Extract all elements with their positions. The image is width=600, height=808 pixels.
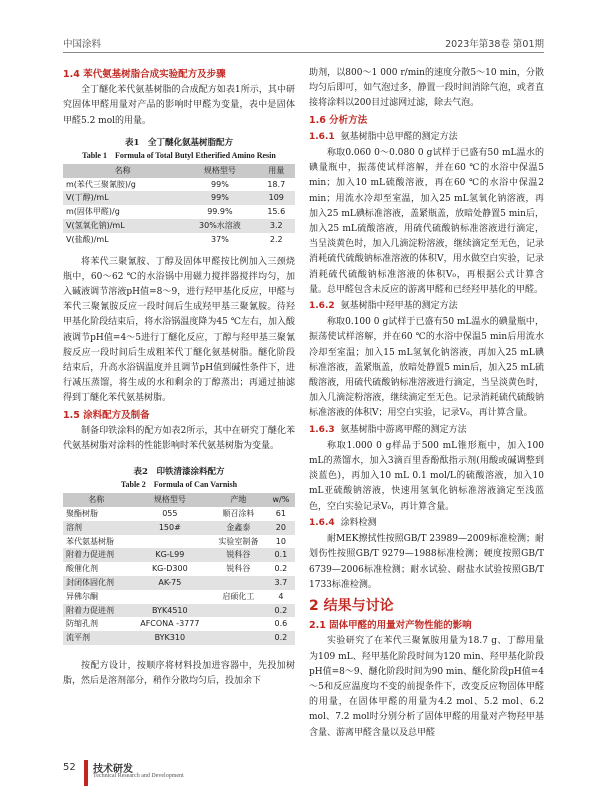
section-1-6-heading: 1.6 分析方法 — [309, 114, 368, 126]
issue-info: 2023年第38卷 第01期 — [445, 39, 544, 50]
section-1-6-2-paragraph: 称取0.100 0 g试样于已盛有50 mL温水的碘量瓶中，振荡使试样溶解，并在60 ℃的水浴中保温5 min后用流水冷却至室温；加入15 mL氢氧化钠溶液，再加入25 mL碘标准溶液，盖紧瓶盖，放暗处静置5 min后，加入25 mL硫酸溶液，用硫代硫酸钠标准溶液进行滴定，当呈淡黄色时，加入几滴淀粉溶液，继续滴定至无色。记录消耗硫代硫酸钠标准溶液的体积V；用空白实验，记录V₀，再计算含量。 — [309, 317, 544, 419]
footer-accent-bar — [84, 760, 88, 786]
table2-caption-en: Table 2 Formula of Can Varnish — [120, 480, 238, 490]
section-number: 1.6.4 — [309, 517, 335, 528]
section-1-4-heading: 1.4 苯代氨基树脂合成实验配方及步骤 — [63, 69, 226, 80]
table-cell: 防缩孔剂 — [66, 619, 98, 629]
journal-name: 中国涂料 — [63, 39, 102, 50]
section-number: 1.6.3 — [309, 424, 335, 435]
table-cell: 锐科谷 — [210, 548, 267, 562]
table2-header: 规格型号 — [130, 493, 210, 507]
table-row — [63, 631, 295, 645]
section-1-4-paragraph-1: 全丁醚化苯代氨基树脂的合成配方如表1所示，其中研究固体甲醛用量对产品的影响时甲醛为变量，表中是固体甲醛5.2 mol的用量。 — [63, 85, 295, 126]
table-cell: 异佛尔酮 — [66, 591, 98, 601]
section-title: 氨基树脂中总甲醛的测定方法 — [340, 131, 458, 142]
table-cell: 0.2 — [267, 604, 295, 618]
table-row — [63, 590, 295, 604]
table-cell: KG-L99 — [130, 548, 210, 562]
table-cell: 30%水溶液 — [182, 219, 257, 233]
table1-header: 规格型号 — [182, 164, 257, 178]
table-cell: m(固体甲醛)/g — [66, 207, 120, 217]
section-1-6-3-heading — [309, 422, 544, 439]
table-cell: 3.7 — [267, 576, 295, 590]
table-cell: 4 — [278, 591, 284, 601]
table-cell: AFCONA -3777 — [140, 619, 200, 629]
table-cell: 顺召涂料 — [222, 509, 255, 519]
table-cell — [210, 631, 267, 645]
section-2-1-heading: 2.1 固体甲醛的用量对产物性能的影响 — [309, 620, 472, 632]
table-cell — [210, 617, 267, 631]
table2 — [63, 493, 295, 645]
table-cell: 封闭体固化剂 — [63, 576, 130, 590]
table-cell: 99.9% — [207, 207, 233, 217]
footer-section-title: 技术研发 — [93, 764, 133, 775]
table-cell: 10 — [275, 536, 286, 546]
table-cell: 金鑫泰 — [210, 521, 267, 535]
section-1-6-3-paragraph: 称取1.000 0 g样品于500 mL锥形瓶中，加入100 mL的蒸馏水，加入3滴百里香酚酞指示剂(用酸或碱调整到淡蓝色)，再加入10 mL 0.1 mol/L的硫酸溶液，加入10 mL亚硫酸钠溶液，快速用氢氧化钠标准溶液滴定至浅蓝色，空白实验记录V₀，再计算含量。 — [309, 440, 544, 512]
running-header — [63, 36, 544, 53]
table-cell: 61 — [275, 509, 286, 519]
table-cell: 聚酯树脂 — [66, 509, 98, 519]
table-cell: 锐科谷 — [226, 564, 251, 574]
table1-header: 用量 — [258, 164, 296, 178]
table-cell: 0.2 — [267, 631, 295, 645]
table-cell — [210, 604, 267, 618]
table-cell: 150# — [130, 521, 210, 535]
table-cell: 酸催化剂 — [66, 564, 98, 574]
table2-caption: 表2 印铁清漆涂料配方 — [133, 467, 225, 478]
table-row — [63, 521, 295, 535]
page-number: 52 — [63, 762, 76, 773]
table-cell: 启硕化工 — [222, 591, 255, 601]
section-1-6-4-paragraph: 耐MEK擦拭性按照GB/T 23989—2009标准检测；耐划伤性按照GB/T 9279—1988标准检测；硬度按照GB/T 6739—2006标准检测；耐水试验、耐盐水试验按照GB/T 1733标准检测。 — [309, 534, 544, 590]
table-cell: 实验室制备 — [218, 536, 259, 546]
table-row — [63, 604, 295, 618]
section-title: 氨基树脂中羟甲基的测定方法 — [340, 301, 458, 312]
table-cell: 溶剂 — [63, 521, 130, 535]
section-1-6-2-heading — [309, 298, 544, 315]
section-1-5-paragraph-2: 按配方设计，按顺序将材料投加进容器中，先投加树脂，然后是溶剂部分，稍作分散均匀后，投加余下 — [63, 661, 295, 687]
table-cell: KG-D300 — [151, 564, 188, 574]
section-1-4-paragraph-2: 将苯代三聚氰胺、丁醇及固体甲醛按比例加入三颈烧瓶中，60～62 ℃的水浴锅中用磁力搅拌器搅拌均匀，加入碱液调节溶液pH值=8～9，进行羟甲基化反应，甲醛与苯代三聚氰胺反应一段时间后生成羟甲基三聚氰胺。待羟甲基化阶段结束后，将水浴锅温度降为45 ℃左右，加入酸液调节pH值=4～5进行丁醚化反应，丁醇与羟甲基三聚氰胺反应一段时间后生成粗苯代丁醚化氨基树脂。醚化阶段结束后，升高水浴锅温度并且调节pH值到碱性条件下，进行减压蒸馏，将生成的水和剩余的丁醇蒸出；再通过抽滤得到丁醚化苯代氨基树脂。 — [63, 256, 295, 404]
table-row — [63, 535, 295, 549]
table2-header: 名称 — [63, 493, 130, 507]
table1-caption-en: Table 1 Formula of Total Butyl Etherified Amino Resin — [82, 150, 276, 160]
section-1-5-paragraph-1: 制备印铁涂料的配方如表2所示，其中在研究丁醚化苯代氨基树脂对涂料的性能影响时苯代氨基树脂为变量。 — [63, 425, 295, 452]
footer-section-title-en: Technical Research and Development — [93, 773, 184, 779]
table1 — [63, 164, 295, 247]
table-cell — [130, 590, 210, 604]
table-cell — [210, 576, 267, 590]
section-number: 1.6.2 — [309, 301, 335, 312]
table-cell: BYK4510 — [130, 604, 210, 618]
section-1-6-1-heading — [309, 129, 544, 146]
table-cell: 37% — [211, 234, 229, 244]
section-2-heading: 2 结果与讨论 — [309, 597, 394, 614]
table-row — [63, 548, 295, 562]
section-title: 涂料检测 — [340, 517, 377, 528]
table-cell: 20 — [267, 521, 295, 535]
table-row — [63, 507, 295, 521]
table-cell: 0.6 — [274, 619, 288, 629]
table-cell: 0.2 — [274, 564, 288, 574]
table-cell: 苯代氨基树脂 — [66, 536, 114, 546]
table-row — [63, 219, 295, 233]
table-row — [63, 191, 295, 205]
table-cell: 3.2 — [258, 219, 296, 233]
table-cell — [130, 535, 210, 549]
table-cell: V(氢氧化钠)/mL — [63, 219, 182, 233]
section-number: 1.6.1 — [309, 131, 335, 142]
table1-header: 名称 — [63, 164, 182, 178]
table-cell: AK-75 — [130, 576, 210, 590]
table-cell: 109 — [258, 191, 296, 205]
table-cell: 2.2 — [269, 234, 283, 244]
section-1-6-4-heading — [309, 515, 544, 532]
continued-paragraph: 助剂，以800～1 000 r/min的速度分散5～10 min，分散均匀后即可，如气泡过多，静置一段时间消除气泡，或者直接将涂料以200目过滤网过滤，除去气泡。 — [309, 68, 544, 109]
table-cell: 附着力促进剂 — [63, 548, 130, 562]
table2-header: w/% — [267, 493, 295, 507]
table-row — [63, 576, 295, 590]
table-cell: 流平剂 — [63, 631, 130, 645]
table-row — [63, 233, 295, 247]
table-cell: 18.7 — [267, 179, 286, 189]
table-cell: m(苯代三聚氰胺)/g — [66, 179, 136, 189]
table2-header: 产地 — [210, 493, 267, 507]
table-cell: 0.1 — [267, 548, 295, 562]
table-cell: 99% — [211, 179, 229, 189]
table-row — [63, 178, 295, 192]
table1-caption: 表1 全丁醚化氨基树脂配方 — [125, 137, 233, 148]
table-cell: 055 — [162, 509, 178, 519]
left-column — [63, 66, 295, 689]
table-cell: BYK310 — [130, 631, 210, 645]
table-cell: V(丁醇)/mL — [63, 191, 182, 205]
section-2-1-paragraph: 实验研究了在苯代三聚氰胺用量为18.7 g、丁醇用量为109 mL、羟甲基化阶段时间为120 min、羟甲基化阶段pH值=8～9、醚化阶段时间为90 min、醚化阶段pH值=4～5和反应温度均不变的前提条件下，改变反应物固体甲醛的用量，在固体甲醛的用量为4.2 mol、5.2 mol、6.2 mol、7.2 mol时分别分析了固体甲醛的用量对产物羟甲基含量、游离甲醛含量以及总甲醛 — [309, 636, 545, 738]
table-cell: 附着力促进剂 — [63, 604, 130, 618]
section-1-5-heading: 1.5 涂料配方及制备 — [63, 409, 150, 421]
table-cell: V(盐酸)/mL — [66, 234, 109, 244]
table-cell: 99% — [182, 191, 257, 205]
table-cell: 15.6 — [267, 207, 286, 217]
section-title: 氨基树脂中游离甲醛的测定方法 — [340, 424, 467, 435]
table-row — [63, 205, 295, 219]
table2-header-row — [63, 493, 295, 507]
table-row — [63, 617, 295, 631]
section-1-6-1-paragraph: 称取0.060 0～0.080 0 g试样于已盛有50 mL温水的碘量瓶中，振荡使试样溶解，并在60 ℃的水浴中保温5 min；加入10 mL硫酸溶液，再在60 ℃的水浴中保温2 min；用流水冷却至室温，加入25 mL氢氧化钠溶液，再加入25 mL碘标准溶液，盖紧瓶盖，放暗处静置5 min后，加入25 mL硫酸溶液，用硫代硫酸钠标准溶液进行滴定，当呈淡黄色时，加入几滴淀粉溶液，继续滴定至无色，记录消耗硫代硫酸钠标准溶液的体积V，用水做空白实验，记录消耗硫代硫酸钠标准溶液的体积V₀，再根据公式计算含量。总甲醛包含未反应的游离甲醛和已经羟甲基化的甲醛。 — [309, 148, 544, 295]
table1-header-row — [63, 164, 295, 178]
right-column — [309, 66, 544, 741]
table-row — [63, 562, 295, 576]
